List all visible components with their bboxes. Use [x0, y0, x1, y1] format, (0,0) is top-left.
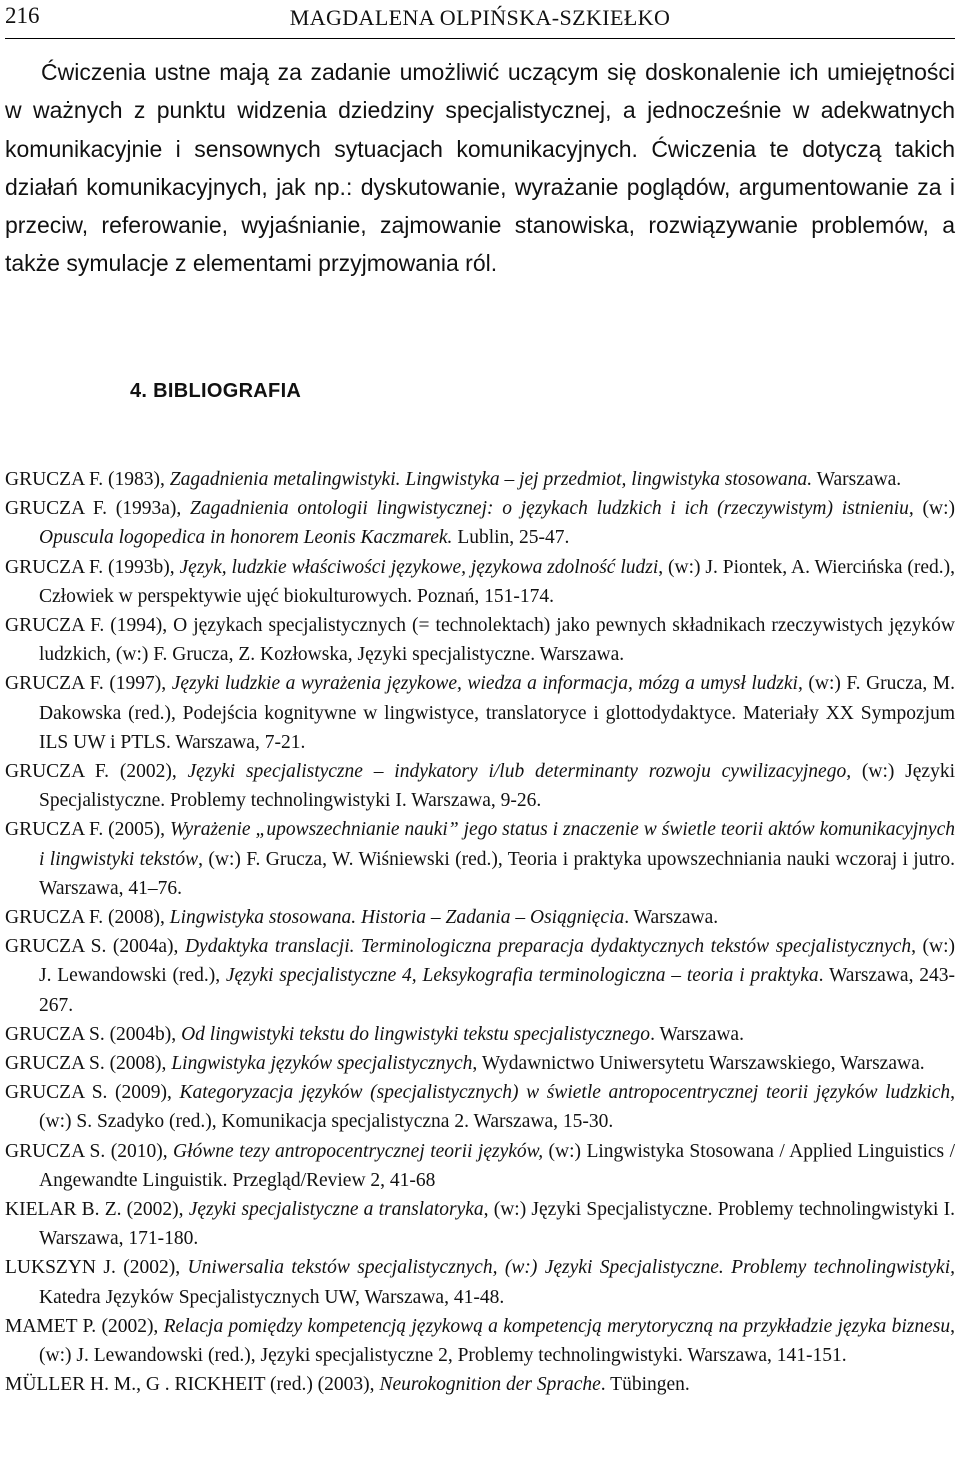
entry-title-italic: Uniwersalia tekstów specjalistycznych, (w:) Języki Specjalistyczne. Problemy technolingwistyki,: [187, 1257, 955, 1279]
entry-text: Lublin, 25-47.: [452, 527, 570, 549]
entry-text: . Tübingen.: [600, 1374, 690, 1396]
bibliography-entry: [5, 669, 955, 757]
entry-text: GRUCZA S. (2004b),: [5, 1023, 182, 1045]
body-paragraph: Ćwiczenia ustne mają za zadanie umożliwić uczącym się doskonalenie ich umiejętności w ważnych z punktu widzenia dziedziny specjalistycznej, a jednocześnie w adekwatnych komunikacyjnie i sensownych sytuacjach komunikacyjnych. Ćwiczenia te dotyczą takich działań komunikacyjnych, jak np.: dyskutowanie, wyrażanie poglądów, argumentowanie za i przeciw, referowanie, wyjaśnianie, zajmowanie stanowiska, rozwiązywanie problemów, a także symulacje z elementami przyjmowania ról.: [5, 59, 955, 277]
entry-title-italic: Języki ludzkie a wyrażenia językowe, wiedza a informacja, mózg a umysł ludzki,: [171, 673, 803, 695]
entry-text: KIELAR B. Z. (2002),: [5, 1199, 189, 1221]
entry-text: (w:) F. Grucza, M. Dakowska (red.), Podejścia kognitywne w lingwistyce, translatoryce i glottodydaktyce. Materiały XX Sympozjum ILS UW i PTLS. Warszawa, 7-21.: [39, 673, 955, 753]
entry-text: GRUCZA F. (2008),: [5, 907, 170, 929]
bibliography-entry: [5, 815, 955, 903]
entry-text: GRUCZA F. (1993a),: [5, 498, 191, 520]
entry-title-italic: Dydaktyka translacji. Terminologiczna preparacja dydaktycznych tekstów specjalistycznych: [184, 936, 912, 958]
entry-title-italic: Lingwistyka stosowana. Historia – Zadania – Osiągnięcia: [169, 907, 625, 929]
bibliography-entry: [5, 1370, 955, 1399]
entry-title-italic: Relacja pomiędzy kompetencją językową a kompetencją merytoryczną na przykładzie języka biznesu: [163, 1315, 951, 1337]
bibliography-entry: [5, 1078, 955, 1136]
bibliography-list: [5, 465, 955, 1400]
bibliography-entry: [5, 611, 955, 669]
entry-text: MÜLLER H. M., G . RICKHEIT (red.) (2003),: [5, 1374, 380, 1396]
entry-text: , (w:) J. Piontek, A. Wiercińska (red.), Człowiek w perspektywie ujęć biokulturowych. Poznań, 151-174.: [39, 556, 955, 607]
entry-title-italic: Lingwistyka języków specjalistycznych: [171, 1053, 473, 1075]
entry-title-italic: Języki specjalistyczne 4, Leksykografia terminologiczna – teoria i praktyka: [225, 965, 819, 987]
running-header: [5, 0, 955, 39]
section-heading: 4. BIBLIOGRAFIA: [130, 380, 302, 402]
entry-title-italic: Neurokognition der Sprache: [379, 1374, 601, 1396]
bibliography-entry: [5, 1137, 955, 1195]
entry-text: (w:): [913, 498, 955, 520]
entry-text: , (w:) F. Grucza, W. Wiśniewski (red.), Teoria i praktyka upowszechniania nauki wczoraj i jutro. Warszawa, 41–76.: [39, 848, 955, 899]
bibliography-entry: [5, 1253, 955, 1311]
entry-title-italic: Zagadnienia ontologii lingwistycznej: o językach ludzkich i ich (rzeczywistym) istnieniu,: [190, 498, 914, 520]
entry-text: , (w:) J. Lewandowski (red.),: [39, 936, 955, 987]
entry-text: . Warszawa.: [650, 1023, 744, 1045]
entry-text: LUKSZYN J. (2002),: [5, 1257, 188, 1279]
bibliography-entry: [5, 903, 955, 932]
entry-text: . Warszawa, 243-267.: [39, 965, 955, 1016]
entry-text: GRUCZA S. (2009),: [5, 1082, 180, 1104]
entry-text: (w:) Języki Specjalistyczne. Problemy technolingwistyki I. Warszawa, 9-26.: [39, 761, 955, 812]
entry-title-italic: Opuscula logopedica in honorem Leonis Kaczmarek.: [39, 527, 453, 549]
entry-title-italic: Zagadnienia metalingwistyki. Lingwistyka – jej przedmiot, lingwistyka stosowana.: [169, 469, 813, 490]
entry-text: Katedra Języków Specjalistycznych UW, Warszawa, 41-48.: [39, 1286, 505, 1308]
entry-text: GRUCZA S. (2010),: [5, 1140, 174, 1162]
entry-text: GRUCZA S. (2004a),: [5, 936, 185, 958]
entry-text: (w:) Lingwistyka Stosowana / Applied Linguistics / Angewandte Linguistik. Przegląd/Review 2, 41-68: [39, 1140, 955, 1191]
entry-text: , (w:) J. Lewandowski (red.), Języki specjalistyczne 2, Problemy technolingwistyki. Warszawa, 141-151.: [39, 1315, 955, 1367]
entry-title-italic: Wyrażenie „upowszechnianie nauki” jego status i znaczenie w świetle teorii aktów komunikacyjnych i lingwistyki tekstów: [39, 819, 955, 870]
entry-title-italic: Język, ludzkie właściwości językowe, językowa zdolność ludzi: [179, 556, 659, 578]
page-number: 216: [5, 3, 40, 28]
entry-text: MAMET P. (2002),: [5, 1315, 164, 1337]
entry-text: GRUCZA F. (2002),: [5, 761, 188, 783]
bibliography-entry: [5, 1195, 955, 1253]
entry-text: GRUCZA F. (1997),: [5, 673, 172, 695]
bibliography-entry: [5, 553, 955, 611]
entry-title-italic: Główne tezy antropocentrycznej teorii języków,: [173, 1140, 544, 1162]
entry-text: GRUCZA F. (1983),: [5, 469, 170, 490]
bibliography-entry: [5, 1020, 955, 1049]
entry-title-italic: Kategoryzacja języków (specjalistycznych) w świetle antropocentrycznej teorii języków ludzkich: [179, 1082, 951, 1104]
entry-title-italic: Od lingwistyki tekstu do lingwistyki tekstu specjalistycznego: [181, 1023, 651, 1045]
running-header-author: MAGDALENA OLPIŃSKA-SZKIEŁKO: [289, 5, 671, 30]
bibliography-entry: [5, 757, 955, 815]
bibliography-entry: [5, 1312, 955, 1370]
entry-text: GRUCZA F. (1993b),: [5, 556, 180, 578]
bibliography-entry: [5, 494, 955, 552]
bibliography-entry: [5, 465, 955, 494]
entry-text: GRUCZA F. (1994), O językach specjalistycznych (= technolektach) jako pewnych składnikach rzeczywistych języków ludzkich, (w:) F. Grucza, Z. Kozłowska, Języki specjalistyczne. Warszawa.: [5, 615, 955, 666]
entry-text: , (w:) Języki Specjalistyczne. Problemy technolingwistyki I. Warszawa, 171-180.: [39, 1199, 955, 1250]
bibliography-entry: [5, 932, 955, 1020]
entry-title-italic: Języki specjalistyczne a translatoryka: [188, 1199, 484, 1221]
entry-title-italic: Języki specjalistyczne – indykatory i/lub determinanty rozwoju cywilizacyjnego,: [187, 761, 852, 783]
entry-text: , Wydawnictwo Uniwersytetu Warszawskiego, Warszawa.: [472, 1053, 925, 1075]
entry-text: . Warszawa.: [624, 907, 719, 929]
entry-text: Warszawa.: [812, 469, 902, 490]
entry-text: GRUCZA F. (2005),: [5, 819, 170, 841]
entry-text: , (w:) S. Szadyko (red.), Komunikacja specjalistyczna 2. Warszawa, 15-30.: [39, 1082, 955, 1133]
bibliography-entry: [5, 1049, 955, 1078]
entry-text: GRUCZA S. (2008),: [5, 1053, 172, 1075]
